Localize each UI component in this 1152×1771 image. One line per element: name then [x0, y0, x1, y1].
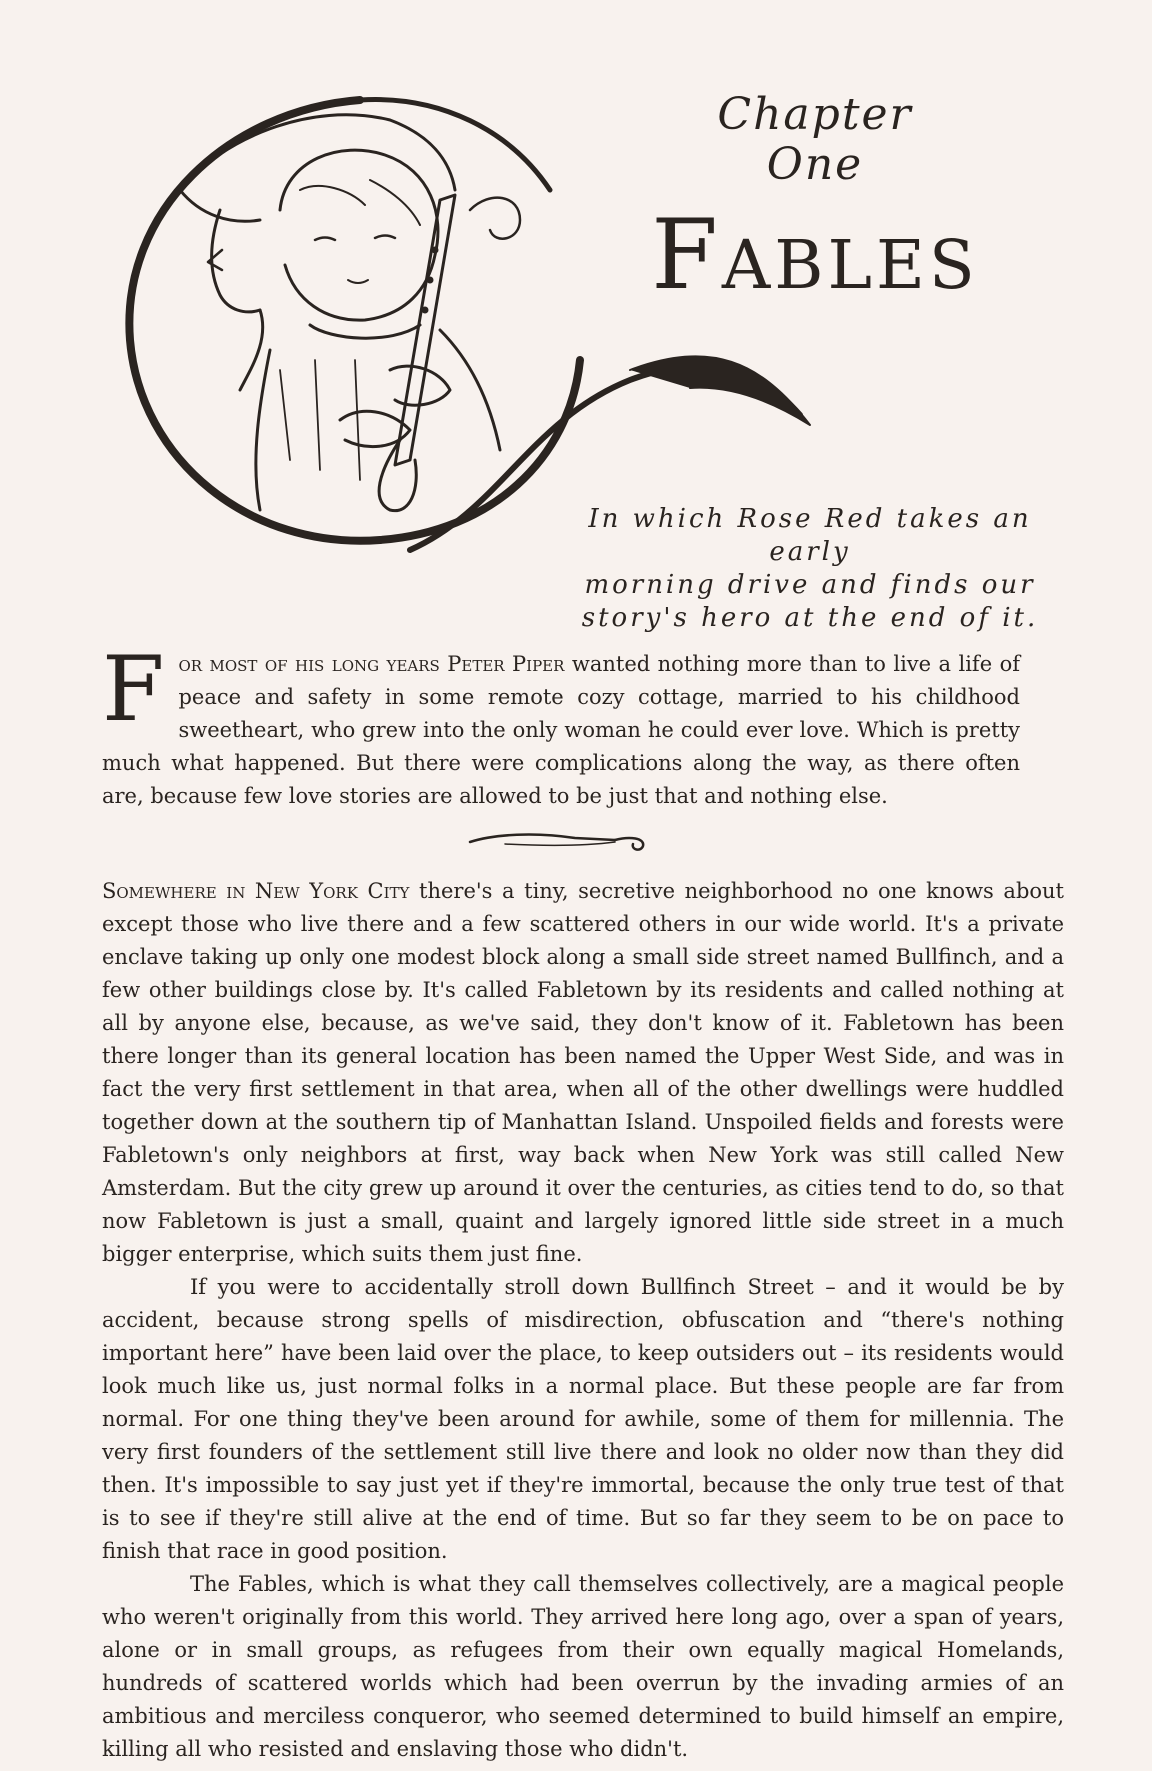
paragraph-text: there's a tiny, secretive neighborhood no one knows about except those who live there and a few scattered others in our wide world. It's a private enclave taking up only one modest block along a small side street named Bullfinch, and a few other buildings close by. It's called Fabletown by its residents and called nothing at all by anyone else, because, as we've said, they don't know of it. Fabletown has been there longer than its general location has been named the Upper West Side, and was in fact the very first settlement in that area, when all of the other dwellings were huddled together down at the southern tip of Manhattan Island. Unspoiled fields and forests were Fabletown's only neighbors at first, way back when New York was still called New Amsterdam. But the city grew up around it over the centuries, as cities tend to do, so that now Fabletown is just a small, quaint and largely ignored little side street in a much bigger enterprise, which suits them just fine.	[102, 879, 1064, 1266]
chapter-label-line1: Chapter	[717, 89, 913, 140]
chapter-subtitle	[560, 503, 1060, 635]
body-text	[102, 875, 1064, 1766]
chapter-title: Fables	[651, 199, 979, 311]
older-figure	[180, 115, 455, 190]
drop-cap: F	[102, 637, 165, 742]
body-paragraph-3: The Fables, which is what they call themselves collectively, are a magical people who weren't originally from this world. They arrived here long ago, over a span of years, alone or in small groups, as refugees from their own equally magical Homelands, hundreds of scattered worlds which had been overrun by the invading armies of an ambitious and merciless conqueror, who seemed determined to build himself an empire, killing all who resisted and enslaving those who didn't.	[102, 1572, 1064, 1761]
subtitle-line1: In which Rose Red takes an early	[588, 504, 1032, 567]
subtitle-line2: morning drive and finds our	[584, 570, 1036, 600]
body-paragraph-2: If you were to accidentally stroll down Bullfinch Street – and it would be by accident, because strong spells of misdirection, obfuscation and “there's nothing important here” have been laid over the place, to keep outsiders out – its residents would look much like us, just normal folks in a normal place. But these people are far from normal. For one thing they've been around for awhile, some of them for millennia. The very first founders of the settlement still live there and look no older now than they did then. It's impossible to say just yet if they're immortal, because the only true test of that is to see if they're still alive at the end of time. But so far they seem to be on pace to finish that race in good position.	[102, 1275, 1064, 1563]
paragraph-lead: Somewhere in New York City	[102, 879, 410, 903]
intro-text: wanted nothing more than to live a life of peace and safety in some remote cozy cottage, married to his childhood sweetheart, who grew into the only woman he could ever love. Which is pretty much what happened. But there were complications along the way, as there often are, because few love stories are allowed to be just that and nothing else.	[102, 652, 1020, 808]
body-paragraph-1	[102, 875, 1064, 1271]
chapter-label	[690, 90, 940, 190]
section-divider-flourish	[465, 826, 665, 856]
younger-figure	[280, 150, 438, 320]
intro-lead: or most of his long years Peter Piper	[178, 652, 565, 676]
chapter-label-line2: One	[766, 139, 864, 190]
intro-paragraph	[102, 637, 1020, 813]
subtitle-line3: story's hero at the end of it.	[581, 603, 1039, 633]
